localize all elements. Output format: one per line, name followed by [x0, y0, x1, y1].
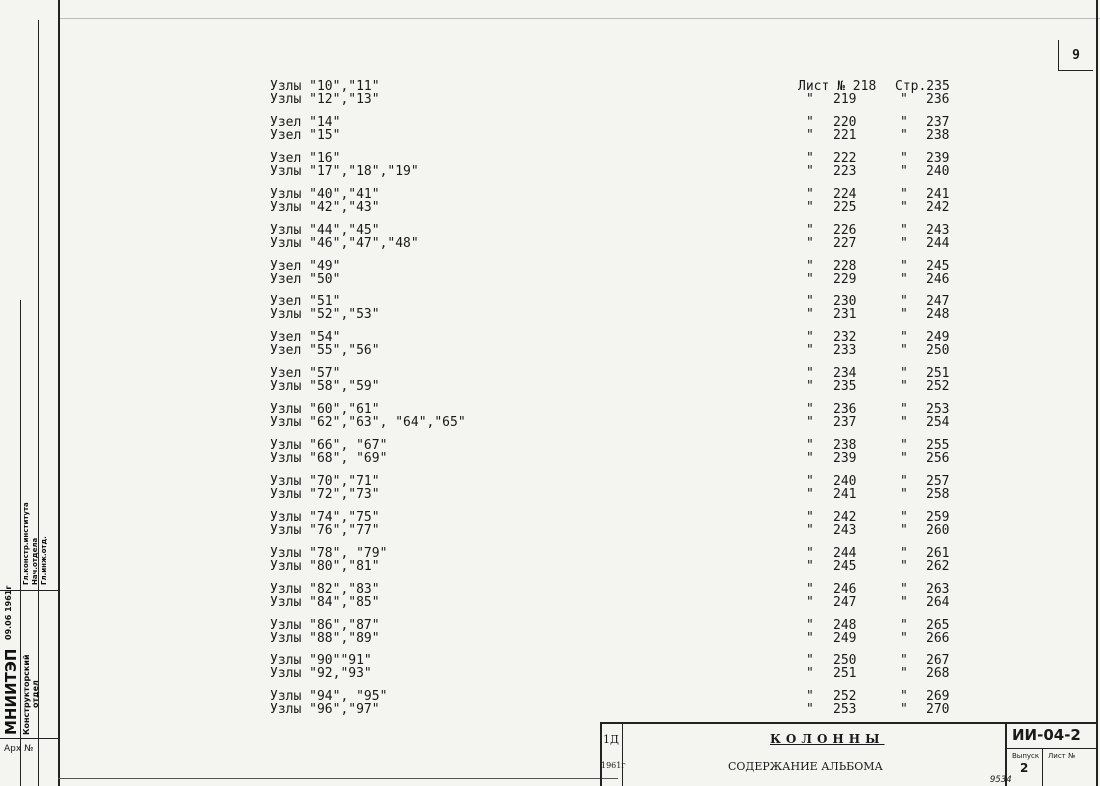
sheet-number: 240: [833, 473, 857, 489]
dept-line-1: Конструкторский: [22, 654, 31, 735]
ditto-mark: ": [806, 509, 814, 525]
node-label-column: [270, 80, 570, 106]
page-ref-column: [926, 295, 966, 321]
ditto-mark: ": [900, 330, 908, 346]
ditto-mark: ": [806, 666, 814, 682]
ditto-mark: ": [900, 366, 908, 382]
node-label: Узлы "92,"93": [270, 666, 372, 682]
node-label: Узел "54": [270, 330, 341, 346]
node-label: Узлы "80","81": [270, 558, 380, 574]
ditto-mark: ": [806, 545, 814, 561]
page-ref: 255: [926, 438, 950, 453]
sheet-number: 222: [833, 150, 857, 166]
role-2: Нач.отдела: [31, 537, 39, 585]
sheet-number: 221: [833, 127, 857, 143]
frame-left-line: [58, 0, 60, 786]
page-ref-column: [926, 547, 966, 573]
album-subtitle: СОДЕРЖАНИЕ АЛЬБОМА: [728, 760, 883, 773]
ditto-mark: ": [806, 307, 814, 323]
node-label: Узел "51": [270, 294, 341, 310]
sheet-number-column: [833, 619, 873, 645]
ditto-mark: ": [806, 558, 814, 574]
title-block-year: 1961г: [601, 761, 626, 770]
ditto-mark-column: [900, 331, 914, 357]
sheet-number-column: [833, 439, 873, 465]
sheet-number-column: [833, 511, 873, 537]
issue-label: Выпуск: [1012, 752, 1040, 760]
page-ref-column: [926, 583, 966, 609]
node-label: Узел "50": [270, 271, 341, 287]
ditto-mark: ": [806, 451, 814, 466]
sheet-number: 220: [833, 114, 857, 130]
sheet-number-column: [833, 547, 873, 573]
node-label-column: [270, 583, 570, 609]
node-label-column: [270, 547, 570, 573]
page-ref: 251: [926, 366, 950, 382]
page-ref: 257: [926, 473, 950, 489]
node-label-column: [270, 511, 570, 537]
sheet-column-header: Лист № 218: [798, 79, 877, 94]
ditto-mark: ": [900, 617, 908, 633]
sheet-number-column: [833, 690, 873, 716]
ditto-mark: ": [900, 702, 908, 718]
page-ref: 261: [926, 545, 950, 561]
sheet-number-column: [833, 188, 873, 214]
ditto-mark-column: [806, 403, 820, 429]
node-label: Узлы "74","75": [270, 509, 380, 525]
page-ref: 268: [926, 666, 950, 682]
ditto-mark-column: [900, 511, 914, 537]
node-label: Узел "55","56": [270, 343, 380, 359]
node-label: Узлы "62","63", "64","65": [270, 415, 466, 431]
ditto-mark: ": [806, 653, 814, 669]
ditto-mark-column: [900, 80, 914, 106]
page-ref: 241: [926, 186, 950, 202]
ditto-mark-column: [806, 80, 820, 106]
node-label-column: [270, 295, 570, 321]
sheet-number: 242: [833, 509, 857, 525]
frame-top-line: [60, 18, 1100, 19]
node-label: Узлы "82","83": [270, 581, 380, 597]
ditto-mark: ": [900, 415, 908, 431]
sheet-number: 223: [833, 163, 857, 179]
sheet-number: 243: [833, 522, 857, 538]
page-ref: 256: [926, 451, 950, 466]
page-column-header: Стр.235: [895, 79, 950, 94]
node-label-column: [270, 152, 570, 178]
ditto-mark-column: [900, 619, 914, 645]
ditto-mark-column: [900, 403, 914, 429]
sheet-number: 241: [833, 486, 857, 502]
sheet-number: 226: [833, 222, 857, 238]
sheet-number: 244: [833, 545, 857, 561]
ditto-mark: ": [900, 294, 908, 310]
ditto-mark: ": [900, 581, 908, 597]
ditto-mark: ": [900, 689, 908, 705]
ditto-mark: ": [900, 127, 908, 143]
sheet-number: 252: [833, 689, 857, 705]
ditto-mark-column: [806, 367, 820, 393]
page-ref: 262: [926, 558, 950, 574]
frame-bottom-line: [58, 778, 618, 779]
sheet-number: 249: [833, 630, 857, 646]
sheet-number-column: [833, 152, 873, 178]
ditto-mark: ": [806, 127, 814, 143]
ditto-mark-column: [806, 295, 820, 321]
sheet-number: 230: [833, 294, 857, 310]
page-ref: 236: [926, 92, 950, 107]
ditto-mark: ": [806, 379, 814, 395]
node-label-column: [270, 690, 570, 716]
ditto-mark: ": [900, 150, 908, 166]
ditto-mark: ": [900, 92, 908, 107]
sheet-number: 225: [833, 199, 857, 215]
page-ref: 269: [926, 689, 950, 705]
node-label: Узлы "94", "95": [270, 689, 388, 705]
ditto-mark: ": [900, 630, 908, 646]
ditto-mark: ": [806, 438, 814, 453]
sheet-number: 250: [833, 653, 857, 669]
page-ref: 247: [926, 294, 950, 310]
page-ref: 259: [926, 509, 950, 525]
sheet-label: Лист №: [1048, 752, 1076, 760]
dept-line-2: отдел: [31, 680, 40, 708]
sheet-number-column: [833, 295, 873, 321]
stamp-date: 09.06 1961г: [4, 585, 13, 640]
node-label: Узлы "17","18","19": [270, 163, 419, 179]
node-label: Узлы "96","97": [270, 702, 380, 718]
ditto-mark-column: [900, 116, 914, 142]
ditto-mark: ": [900, 522, 908, 538]
ditto-mark-column: [900, 439, 914, 465]
left-stamp-strip: [0, 0, 58, 786]
page-ref: 253: [926, 402, 950, 418]
sheet-number: 239: [833, 451, 857, 466]
ditto-mark-column: [900, 188, 914, 214]
page-ref: 266: [926, 630, 950, 646]
page-ref-column: [926, 439, 966, 465]
sheet-number: 247: [833, 594, 857, 610]
page-ref-column: [926, 654, 966, 680]
ditto-mark: ": [806, 473, 814, 489]
page-ref-column: [926, 80, 966, 106]
ditto-mark-column: [806, 152, 820, 178]
page-ref: 245: [926, 258, 950, 274]
page-ref: 249: [926, 330, 950, 346]
node-label: Узел "49": [270, 258, 341, 274]
page-ref-column: [926, 690, 966, 716]
ditto-mark-column: [806, 439, 820, 465]
sheet-number-column: [833, 116, 873, 142]
ditto-mark-column: [900, 654, 914, 680]
ditto-mark: ": [900, 222, 908, 238]
ditto-mark: ": [900, 486, 908, 502]
ditto-mark-column: [806, 116, 820, 142]
ditto-mark-column: [900, 583, 914, 609]
ditto-mark: ": [806, 366, 814, 382]
page-ref-column: [926, 511, 966, 537]
frame-right-line: [1096, 0, 1098, 786]
ditto-mark: ": [900, 235, 908, 251]
ditto-mark: ": [806, 594, 814, 610]
sheet-number: 253: [833, 702, 857, 718]
role-3: Гл.инж.отд.: [40, 536, 48, 585]
page-ref-column: [926, 152, 966, 178]
sheet-number: 235: [833, 379, 857, 395]
ditto-mark-column: [806, 690, 820, 716]
ditto-mark: ": [900, 666, 908, 682]
sheet-number-column: [833, 583, 873, 609]
page-ref: 265: [926, 617, 950, 633]
ditto-mark: ": [806, 415, 814, 431]
page-ref: 250: [926, 343, 950, 359]
ditto-mark: ": [806, 343, 814, 359]
album-title: КОЛОННЫ: [770, 732, 885, 746]
ditto-mark-column: [900, 295, 914, 321]
sheet-number-column: [833, 260, 873, 286]
page-ref: 248: [926, 307, 950, 323]
node-label-column: [270, 224, 570, 250]
page-ref: 243: [926, 222, 950, 238]
sheet-number: 233: [833, 343, 857, 359]
ditto-mark: ": [806, 486, 814, 502]
sheet-number-column: [833, 331, 873, 357]
page-ref: 267: [926, 653, 950, 669]
ditto-mark-column: [806, 619, 820, 645]
node-label: Узлы "66", "67": [270, 438, 388, 453]
ditto-mark: ": [900, 438, 908, 453]
node-label: Узлы "44","45": [270, 222, 380, 238]
ditto-mark: ": [900, 558, 908, 574]
page-ref: 252: [926, 379, 950, 395]
footer-number: 9534: [990, 775, 1012, 785]
node-label: Узлы "58","59": [270, 379, 380, 395]
node-label-column: [270, 403, 570, 429]
page-ref-column: [926, 260, 966, 286]
node-label: Узлы "78", "79": [270, 545, 388, 561]
node-label-column: [270, 367, 570, 393]
title-block-left: [600, 722, 602, 786]
node-label: Узлы "10","11": [270, 79, 380, 94]
page-ref: 264: [926, 594, 950, 610]
node-label-column: [270, 116, 570, 142]
ditto-mark: ": [806, 199, 814, 215]
sheet-number: 251: [833, 666, 857, 682]
sheet-number: 224: [833, 186, 857, 202]
page-ref-column: [926, 403, 966, 429]
ditto-mark: ": [900, 402, 908, 418]
sheet-number: 219: [833, 92, 857, 107]
document-code: ИИ-04-2: [1012, 726, 1081, 744]
ditto-mark-column: [806, 331, 820, 357]
ditto-mark: ": [900, 271, 908, 287]
page-ref-column: [926, 619, 966, 645]
node-label: Узлы "52","53": [270, 307, 380, 323]
sheet-number-column: [833, 654, 873, 680]
node-label: Узел "57": [270, 366, 341, 382]
node-label: Узлы "86","87": [270, 617, 380, 633]
ditto-mark-column: [806, 511, 820, 537]
ditto-mark: ": [806, 330, 814, 346]
sheet-number-column: [833, 80, 873, 106]
page-ref: 258: [926, 486, 950, 502]
node-label-column: [270, 331, 570, 357]
page-number: 9: [1058, 40, 1093, 71]
archive-label: Арх №: [4, 744, 34, 754]
title-block-mark: 1Д: [603, 733, 619, 746]
node-label-column: [270, 260, 570, 286]
ditto-mark-column: [900, 475, 914, 501]
sheet-number-column: [833, 224, 873, 250]
node-label: Узлы "12","13": [270, 92, 380, 107]
ditto-mark: ": [806, 222, 814, 238]
ditto-mark: ": [806, 617, 814, 633]
page-ref-column: [926, 475, 966, 501]
ditto-mark-column: [900, 367, 914, 393]
sheet-number-column: [833, 475, 873, 501]
page-ref-column: [926, 188, 966, 214]
ditto-mark: ": [900, 343, 908, 359]
page-ref: 240: [926, 163, 950, 179]
page-ref-column: [926, 116, 966, 142]
node-label: Узлы "90""91": [270, 653, 372, 669]
ditto-mark: ": [806, 92, 814, 107]
ditto-mark: ": [806, 689, 814, 705]
ditto-mark-column: [900, 152, 914, 178]
ditto-mark: ": [900, 594, 908, 610]
node-label-column: [270, 439, 570, 465]
page-ref: 242: [926, 199, 950, 215]
ditto-mark: ": [900, 186, 908, 202]
sheet-number-column: [833, 367, 873, 393]
ditto-mark-column: [806, 260, 820, 286]
ditto-mark: ": [900, 379, 908, 395]
page-ref-column: [926, 367, 966, 393]
ditto-mark: ": [900, 653, 908, 669]
ditto-mark: ": [900, 509, 908, 525]
ditto-mark: ": [806, 150, 814, 166]
node-label: Узлы "40","41": [270, 186, 380, 202]
node-label: Узлы "46","47","48": [270, 235, 419, 251]
ditto-mark: ": [806, 235, 814, 251]
ditto-mark: ": [806, 186, 814, 202]
title-block-top: [600, 722, 1096, 724]
ditto-mark: ": [900, 545, 908, 561]
sheet-number: 248: [833, 617, 857, 633]
sheet-number-column: [833, 403, 873, 429]
ditto-mark-column: [806, 224, 820, 250]
ditto-mark: ": [806, 402, 814, 418]
ditto-mark-column: [806, 475, 820, 501]
sheet-number: 236: [833, 402, 857, 418]
ditto-mark: ": [900, 258, 908, 274]
node-label-column: [270, 475, 570, 501]
sheet-number: 238: [833, 438, 857, 453]
ditto-mark: ": [900, 307, 908, 323]
page-ref: 244: [926, 235, 950, 251]
sheet-number: 237: [833, 415, 857, 431]
role-1: Гл.констр.института: [22, 502, 30, 585]
ditto-mark: ": [900, 199, 908, 215]
sheet-number: 228: [833, 258, 857, 274]
page-ref-column: [926, 224, 966, 250]
sheet-number: 234: [833, 366, 857, 382]
ditto-mark: ": [900, 114, 908, 130]
ditto-mark: ": [806, 271, 814, 287]
ditto-mark: ": [806, 294, 814, 310]
sheet-number: 245: [833, 558, 857, 574]
sheet-number: 232: [833, 330, 857, 346]
ditto-mark: ": [806, 163, 814, 179]
node-label: Узлы "70","71": [270, 473, 380, 489]
node-label: Узлы "84","85": [270, 594, 380, 610]
ditto-mark-column: [900, 260, 914, 286]
ditto-mark: ": [806, 114, 814, 130]
node-label: Узел "14": [270, 114, 341, 130]
page-ref: 238: [926, 127, 950, 143]
ditto-mark: ": [900, 473, 908, 489]
ditto-mark: ": [900, 451, 908, 466]
ditto-mark-column: [806, 188, 820, 214]
page-ref: 263: [926, 581, 950, 597]
page-ref: 246: [926, 271, 950, 287]
page-ref: 260: [926, 522, 950, 538]
ditto-mark: ": [806, 258, 814, 274]
ditto-mark: ": [806, 702, 814, 718]
org-name: МНИИТЭП: [2, 648, 20, 735]
ditto-mark: ": [806, 630, 814, 646]
node-label: Узлы "88","89": [270, 630, 380, 646]
page-ref-column: [926, 331, 966, 357]
node-label: Узлы "72","73": [270, 486, 380, 502]
page-ref: 254: [926, 415, 950, 431]
ditto-mark-column: [900, 224, 914, 250]
sheet-number: 227: [833, 235, 857, 251]
ditto-mark: ": [900, 163, 908, 179]
ditto-mark: ": [806, 522, 814, 538]
sheet-number: 246: [833, 581, 857, 597]
ditto-mark-column: [806, 654, 820, 680]
page-ref: 270: [926, 702, 950, 718]
ditto-mark-column: [806, 583, 820, 609]
page-ref: 237: [926, 114, 950, 130]
ditto-mark-column: [900, 547, 914, 573]
sheet-number: 229: [833, 271, 857, 287]
node-label: Узел "15": [270, 127, 341, 143]
issue-value: 2: [1020, 761, 1029, 775]
node-label-column: [270, 619, 570, 645]
ditto-mark-column: [806, 547, 820, 573]
node-label: Узлы "76","77": [270, 522, 380, 538]
node-label-column: [270, 654, 570, 680]
node-label-column: [270, 188, 570, 214]
node-label: Узлы "42","43": [270, 199, 380, 215]
node-label: Узлы "68", "69": [270, 451, 388, 466]
page-ref: 239: [926, 150, 950, 166]
node-label: Узлы "60","61": [270, 402, 380, 418]
ditto-mark: ": [806, 581, 814, 597]
ditto-mark-column: [900, 690, 914, 716]
node-label: Узел "16": [270, 150, 341, 166]
sheet-number: 231: [833, 307, 857, 323]
